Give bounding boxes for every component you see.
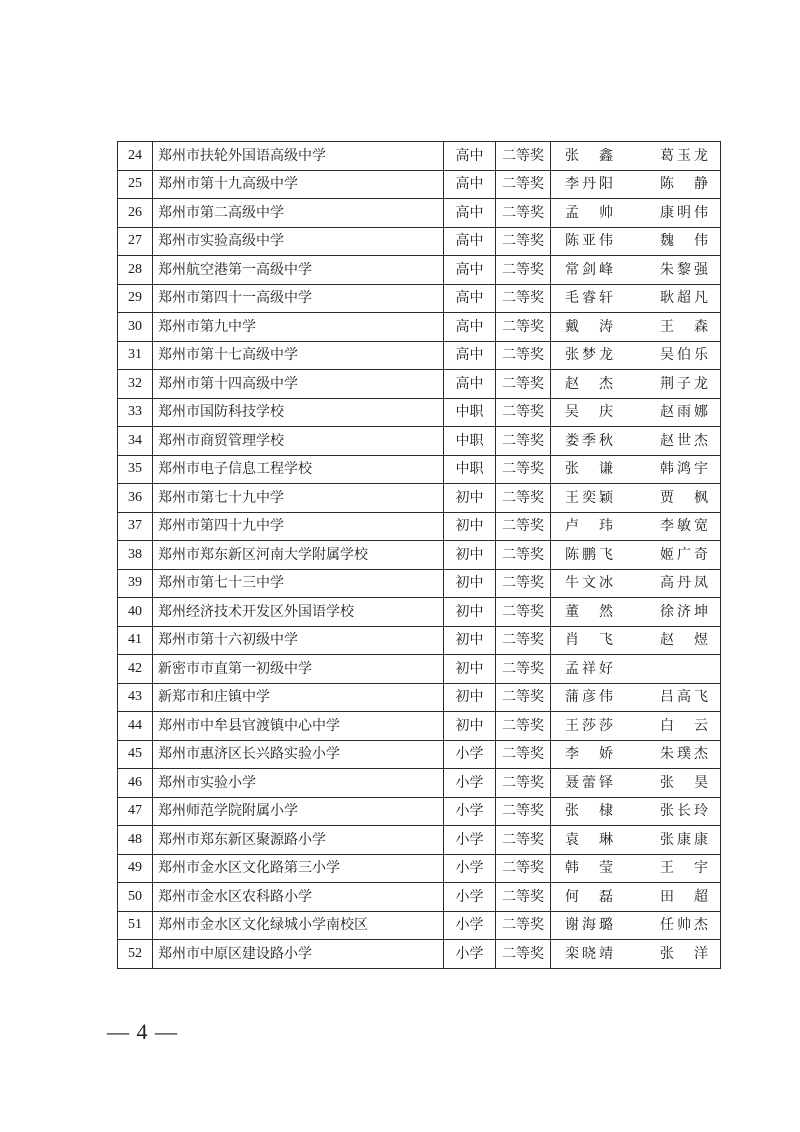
teacher-name: 田 超	[660, 888, 708, 905]
award-grade-cell: 二等奖	[496, 142, 551, 171]
row-number-cell: 52	[118, 940, 153, 969]
teacher-name: 孟 帅	[565, 204, 613, 221]
teacher-names-group	[565, 405, 708, 419]
teacher-names-group	[565, 491, 708, 505]
teacher-names-cell	[551, 626, 721, 655]
award-grade-cell: 二等奖	[496, 655, 551, 684]
teacher-names-cell	[551, 455, 721, 484]
teacher-name: 朱黎强	[660, 261, 708, 278]
row-number-cell: 38	[118, 541, 153, 570]
school-name-cell: 郑州市第七十九中学	[153, 484, 444, 513]
row-number-cell: 32	[118, 370, 153, 399]
teacher-name: 任帅杰	[660, 917, 708, 934]
row-number-cell: 27	[118, 227, 153, 256]
teacher-name: 谢海璐	[565, 917, 613, 934]
award-grade-cell: 二等奖	[496, 512, 551, 541]
school-name-cell: 郑州市第九中学	[153, 313, 444, 342]
table-row	[118, 484, 721, 513]
school-name-cell: 郑州师范学院附属小学	[153, 797, 444, 826]
teacher-names-cell	[551, 256, 721, 285]
row-number-cell: 35	[118, 455, 153, 484]
award-grade-cell: 二等奖	[496, 712, 551, 741]
award-grade-cell: 二等奖	[496, 484, 551, 513]
award-grade-cell: 二等奖	[496, 284, 551, 313]
teacher-names-group	[565, 519, 708, 533]
school-level-cell: 小学	[444, 940, 496, 969]
table-row	[118, 170, 721, 199]
teacher-names-group	[565, 177, 708, 191]
row-number-cell: 37	[118, 512, 153, 541]
page-number: — 4 —	[107, 1019, 178, 1044]
row-number-cell: 51	[118, 911, 153, 940]
school-level-cell: 高中	[444, 227, 496, 256]
teacher-names-cell	[551, 341, 721, 370]
award-grade-cell: 二等奖	[496, 598, 551, 627]
teacher-name: 何 磊	[565, 888, 613, 905]
school-level-cell: 高中	[444, 341, 496, 370]
table-row	[118, 940, 721, 969]
teacher-name: 牛文冰	[565, 575, 613, 592]
teacher-names-group	[565, 348, 708, 362]
table-row	[118, 256, 721, 285]
row-number-cell: 28	[118, 256, 153, 285]
teacher-names-group	[565, 662, 708, 676]
teacher-names-cell	[551, 598, 721, 627]
teacher-names-cell	[551, 712, 721, 741]
school-level-cell: 高中	[444, 313, 496, 342]
award-grade-cell: 二等奖	[496, 626, 551, 655]
table-row	[118, 740, 721, 769]
school-level-cell: 初中	[444, 569, 496, 598]
teacher-name: 张 洋	[660, 945, 708, 962]
table-row	[118, 683, 721, 712]
teacher-name: 赵雨娜	[660, 404, 708, 421]
teacher-name: 李丹阳	[565, 176, 613, 193]
teacher-name: 赵 煜	[660, 632, 708, 649]
school-level-cell: 初中	[444, 655, 496, 684]
row-number-cell: 45	[118, 740, 153, 769]
teacher-names-group	[565, 149, 708, 163]
teacher-name: 张 谦	[565, 461, 613, 478]
row-number-cell: 43	[118, 683, 153, 712]
teacher-name: 张 鑫	[565, 147, 613, 164]
table-row	[118, 142, 721, 171]
award-grade-cell: 二等奖	[496, 740, 551, 769]
school-level-cell: 高中	[444, 199, 496, 228]
teacher-name: 董 然	[565, 603, 613, 620]
teacher-name: 耿超凡	[660, 290, 708, 307]
table-row	[118, 854, 721, 883]
teacher-names-cell	[551, 769, 721, 798]
school-level-cell: 小学	[444, 911, 496, 940]
teacher-names-group	[565, 320, 708, 334]
teacher-name: 姬广奇	[660, 546, 708, 563]
teacher-names-group	[565, 548, 708, 562]
teacher-names-group	[565, 890, 708, 904]
school-level-cell: 高中	[444, 170, 496, 199]
school-level-cell: 高中	[444, 370, 496, 399]
school-level-cell: 小学	[444, 826, 496, 855]
school-level-cell: 初中	[444, 683, 496, 712]
teacher-name: 张 棣	[565, 803, 613, 820]
school-name-cell: 郑州市第四十九中学	[153, 512, 444, 541]
table-row	[118, 455, 721, 484]
teacher-names-cell	[551, 512, 721, 541]
school-level-cell: 初中	[444, 626, 496, 655]
table-body	[118, 142, 721, 969]
teacher-name: 张康康	[660, 831, 708, 848]
school-name-cell: 郑州市金水区文化绿城小学南校区	[153, 911, 444, 940]
table-row	[118, 199, 721, 228]
school-name-cell: 郑州市金水区文化路第三小学	[153, 854, 444, 883]
teacher-names-group	[565, 576, 708, 590]
teacher-names-cell	[551, 940, 721, 969]
teacher-name: 孟祥好	[565, 660, 613, 677]
award-list-table	[117, 141, 721, 969]
school-name-cell: 新密市市直第一初级中学	[153, 655, 444, 684]
teacher-names-cell	[551, 655, 721, 684]
teacher-name: 白 云	[660, 717, 708, 734]
table-row	[118, 284, 721, 313]
teacher-names-cell	[551, 398, 721, 427]
teacher-name: 蒲彦伟	[565, 689, 613, 706]
school-level-cell: 初中	[444, 598, 496, 627]
row-number-cell: 46	[118, 769, 153, 798]
school-level-cell: 中职	[444, 398, 496, 427]
teacher-name: 朱璞杰	[660, 746, 708, 763]
teacher-name: 吴伯乐	[660, 347, 708, 364]
teacher-name: 陈鹏飞	[565, 546, 613, 563]
school-name-cell: 郑州市第十七高级中学	[153, 341, 444, 370]
school-name-cell: 郑州市中原区建设路小学	[153, 940, 444, 969]
row-number-cell: 48	[118, 826, 153, 855]
teacher-name: 戴 涛	[565, 318, 613, 335]
teacher-names-group	[565, 291, 708, 305]
award-grade-cell: 二等奖	[496, 455, 551, 484]
teacher-names-cell	[551, 484, 721, 513]
award-grade-cell: 二等奖	[496, 911, 551, 940]
teacher-name: 赵 杰	[565, 375, 613, 392]
school-level-cell: 初中	[444, 484, 496, 513]
table-row	[118, 512, 721, 541]
teacher-name: 韩鸿宇	[660, 461, 708, 478]
school-name-cell: 郑州市第十四高级中学	[153, 370, 444, 399]
school-level-cell: 高中	[444, 256, 496, 285]
school-level-cell: 高中	[444, 284, 496, 313]
row-number-cell: 29	[118, 284, 153, 313]
school-name-cell: 新郑市和庄镇中学	[153, 683, 444, 712]
school-level-cell: 初中	[444, 541, 496, 570]
teacher-name: 卢 玮	[565, 518, 613, 535]
school-level-cell: 初中	[444, 712, 496, 741]
teacher-names-cell	[551, 683, 721, 712]
school-level-cell: 中职	[444, 455, 496, 484]
award-grade-cell: 二等奖	[496, 227, 551, 256]
teacher-names-cell	[551, 883, 721, 912]
table-row	[118, 227, 721, 256]
award-grade-cell: 二等奖	[496, 341, 551, 370]
row-number-cell: 34	[118, 427, 153, 456]
award-grade-cell: 二等奖	[496, 370, 551, 399]
table-row	[118, 797, 721, 826]
school-level-cell: 小学	[444, 797, 496, 826]
row-number-cell: 39	[118, 569, 153, 598]
teacher-name: 栾晓靖	[565, 945, 613, 962]
teacher-name: 张梦龙	[565, 347, 613, 364]
teacher-name: 吕高飞	[660, 689, 708, 706]
teacher-names-cell	[551, 427, 721, 456]
teacher-names-group	[565, 747, 708, 761]
school-name-cell: 郑州经济技术开发区外国语学校	[153, 598, 444, 627]
teacher-name: 吴 庆	[565, 404, 613, 421]
teacher-name: 王奕颖	[565, 489, 613, 506]
table-row	[118, 398, 721, 427]
teacher-name: 康明伟	[660, 204, 708, 221]
teacher-names-cell	[551, 284, 721, 313]
award-grade-cell: 二等奖	[496, 427, 551, 456]
teacher-names-cell	[551, 569, 721, 598]
teacher-names-cell	[551, 541, 721, 570]
teacher-names-group	[565, 434, 708, 448]
award-grade-cell: 二等奖	[496, 313, 551, 342]
award-grade-cell: 二等奖	[496, 569, 551, 598]
teacher-name: 王莎莎	[565, 717, 613, 734]
school-level-cell: 小学	[444, 740, 496, 769]
teacher-names-group	[565, 462, 708, 476]
teacher-name: 李敏宽	[660, 518, 708, 535]
table-row	[118, 313, 721, 342]
teacher-name: 李 娇	[565, 746, 613, 763]
teacher-names-group	[565, 918, 708, 932]
award-grade-cell: 二等奖	[496, 940, 551, 969]
row-number-cell: 30	[118, 313, 153, 342]
teacher-name: 徐济坤	[660, 603, 708, 620]
table-row	[118, 911, 721, 940]
table-row	[118, 598, 721, 627]
row-number-cell: 33	[118, 398, 153, 427]
school-name-cell: 郑州市第二高级中学	[153, 199, 444, 228]
row-number-cell: 36	[118, 484, 153, 513]
school-level-cell: 小学	[444, 769, 496, 798]
teacher-name: 荆子龙	[660, 375, 708, 392]
row-number-cell: 50	[118, 883, 153, 912]
row-number-cell: 47	[118, 797, 153, 826]
teacher-name: 王 宇	[660, 860, 708, 877]
teacher-name: 王 森	[660, 318, 708, 335]
row-number-cell: 40	[118, 598, 153, 627]
school-level-cell: 中职	[444, 427, 496, 456]
school-name-cell: 郑州市电子信息工程学校	[153, 455, 444, 484]
award-grade-cell: 二等奖	[496, 199, 551, 228]
teacher-names-cell	[551, 911, 721, 940]
teacher-name: 袁 琳	[565, 831, 613, 848]
award-grade-cell: 二等奖	[496, 797, 551, 826]
table-row	[118, 826, 721, 855]
school-name-cell: 郑州市郑东新区河南大学附属学校	[153, 541, 444, 570]
school-level-cell: 小学	[444, 854, 496, 883]
school-name-cell: 郑州市中牟县官渡镇中心中学	[153, 712, 444, 741]
teacher-name: 聂蕾铎	[565, 774, 613, 791]
award-grade-cell: 二等奖	[496, 256, 551, 285]
teacher-names-group	[565, 947, 708, 961]
teacher-names-cell	[551, 170, 721, 199]
award-grade-cell: 二等奖	[496, 769, 551, 798]
row-number-cell: 49	[118, 854, 153, 883]
table-row	[118, 569, 721, 598]
school-level-cell: 初中	[444, 512, 496, 541]
row-number-cell: 44	[118, 712, 153, 741]
school-name-cell: 郑州市第十九高级中学	[153, 170, 444, 199]
school-name-cell: 郑州市郑东新区聚源路小学	[153, 826, 444, 855]
school-name-cell: 郑州市实验小学	[153, 769, 444, 798]
row-number-cell: 25	[118, 170, 153, 199]
teacher-names-group	[565, 690, 708, 704]
teacher-name: 陈亚伟	[565, 233, 613, 250]
teacher-names-cell	[551, 740, 721, 769]
teacher-names-group	[565, 263, 708, 277]
teacher-names-cell	[551, 199, 721, 228]
teacher-names-group	[565, 605, 708, 619]
teacher-names-group	[565, 633, 708, 647]
teacher-names-group	[565, 804, 708, 818]
school-name-cell: 郑州市第十六初级中学	[153, 626, 444, 655]
teacher-names-cell	[551, 142, 721, 171]
school-name-cell: 郑州市扶轮外国语高级中学	[153, 142, 444, 171]
row-number-cell: 24	[118, 142, 153, 171]
award-grade-cell: 二等奖	[496, 854, 551, 883]
table-row	[118, 883, 721, 912]
teacher-names-group	[565, 833, 708, 847]
award-grade-cell: 二等奖	[496, 541, 551, 570]
teacher-name: 赵世杰	[660, 432, 708, 449]
school-level-cell: 小学	[444, 883, 496, 912]
row-number-cell: 31	[118, 341, 153, 370]
teacher-names-group	[565, 719, 708, 733]
table-row	[118, 655, 721, 684]
teacher-name: 张长玲	[660, 803, 708, 820]
table-row	[118, 626, 721, 655]
row-number-cell: 26	[118, 199, 153, 228]
teacher-names-cell	[551, 826, 721, 855]
school-name-cell: 郑州市金水区农科路小学	[153, 883, 444, 912]
school-name-cell: 郑州市商贸管理学校	[153, 427, 444, 456]
teacher-names-group	[565, 776, 708, 790]
teacher-names-cell	[551, 370, 721, 399]
school-name-cell: 郑州市第四十一高级中学	[153, 284, 444, 313]
award-grade-cell: 二等奖	[496, 398, 551, 427]
table-row	[118, 427, 721, 456]
table-row	[118, 370, 721, 399]
teacher-name: 韩 莹	[565, 860, 613, 877]
table-row	[118, 712, 721, 741]
teacher-names-cell	[551, 313, 721, 342]
award-grade-cell: 二等奖	[496, 826, 551, 855]
award-grade-cell: 二等奖	[496, 683, 551, 712]
teacher-names-group	[565, 206, 708, 220]
teacher-name: 毛睿轩	[565, 290, 613, 307]
teacher-names-group	[565, 234, 708, 248]
teacher-names-group	[565, 861, 708, 875]
teacher-names-cell	[551, 227, 721, 256]
teacher-name: 高丹凤	[660, 575, 708, 592]
award-grade-cell: 二等奖	[496, 170, 551, 199]
teacher-name: 娄季秋	[565, 432, 613, 449]
teacher-name: 肖 飞	[565, 632, 613, 649]
table-row	[118, 541, 721, 570]
teacher-names-cell	[551, 797, 721, 826]
row-number-cell: 42	[118, 655, 153, 684]
teacher-name: 葛玉龙	[660, 147, 708, 164]
teacher-names-group	[565, 377, 708, 391]
teacher-name: 张 昊	[660, 774, 708, 791]
award-grade-cell: 二等奖	[496, 883, 551, 912]
school-name-cell: 郑州市实验高级中学	[153, 227, 444, 256]
row-number-cell: 41	[118, 626, 153, 655]
school-level-cell: 高中	[444, 142, 496, 171]
school-name-cell: 郑州市第七十三中学	[153, 569, 444, 598]
teacher-name: 魏 伟	[660, 233, 708, 250]
teacher-name: 贾 枫	[660, 489, 708, 506]
teacher-names-cell	[551, 854, 721, 883]
table-row	[118, 341, 721, 370]
teacher-name: 陈 静	[660, 176, 708, 193]
school-name-cell: 郑州航空港第一高级中学	[153, 256, 444, 285]
school-name-cell: 郑州市惠济区长兴路实验小学	[153, 740, 444, 769]
school-name-cell: 郑州市国防科技学校	[153, 398, 444, 427]
table-row	[118, 769, 721, 798]
teacher-name: 常剑峰	[565, 261, 613, 278]
